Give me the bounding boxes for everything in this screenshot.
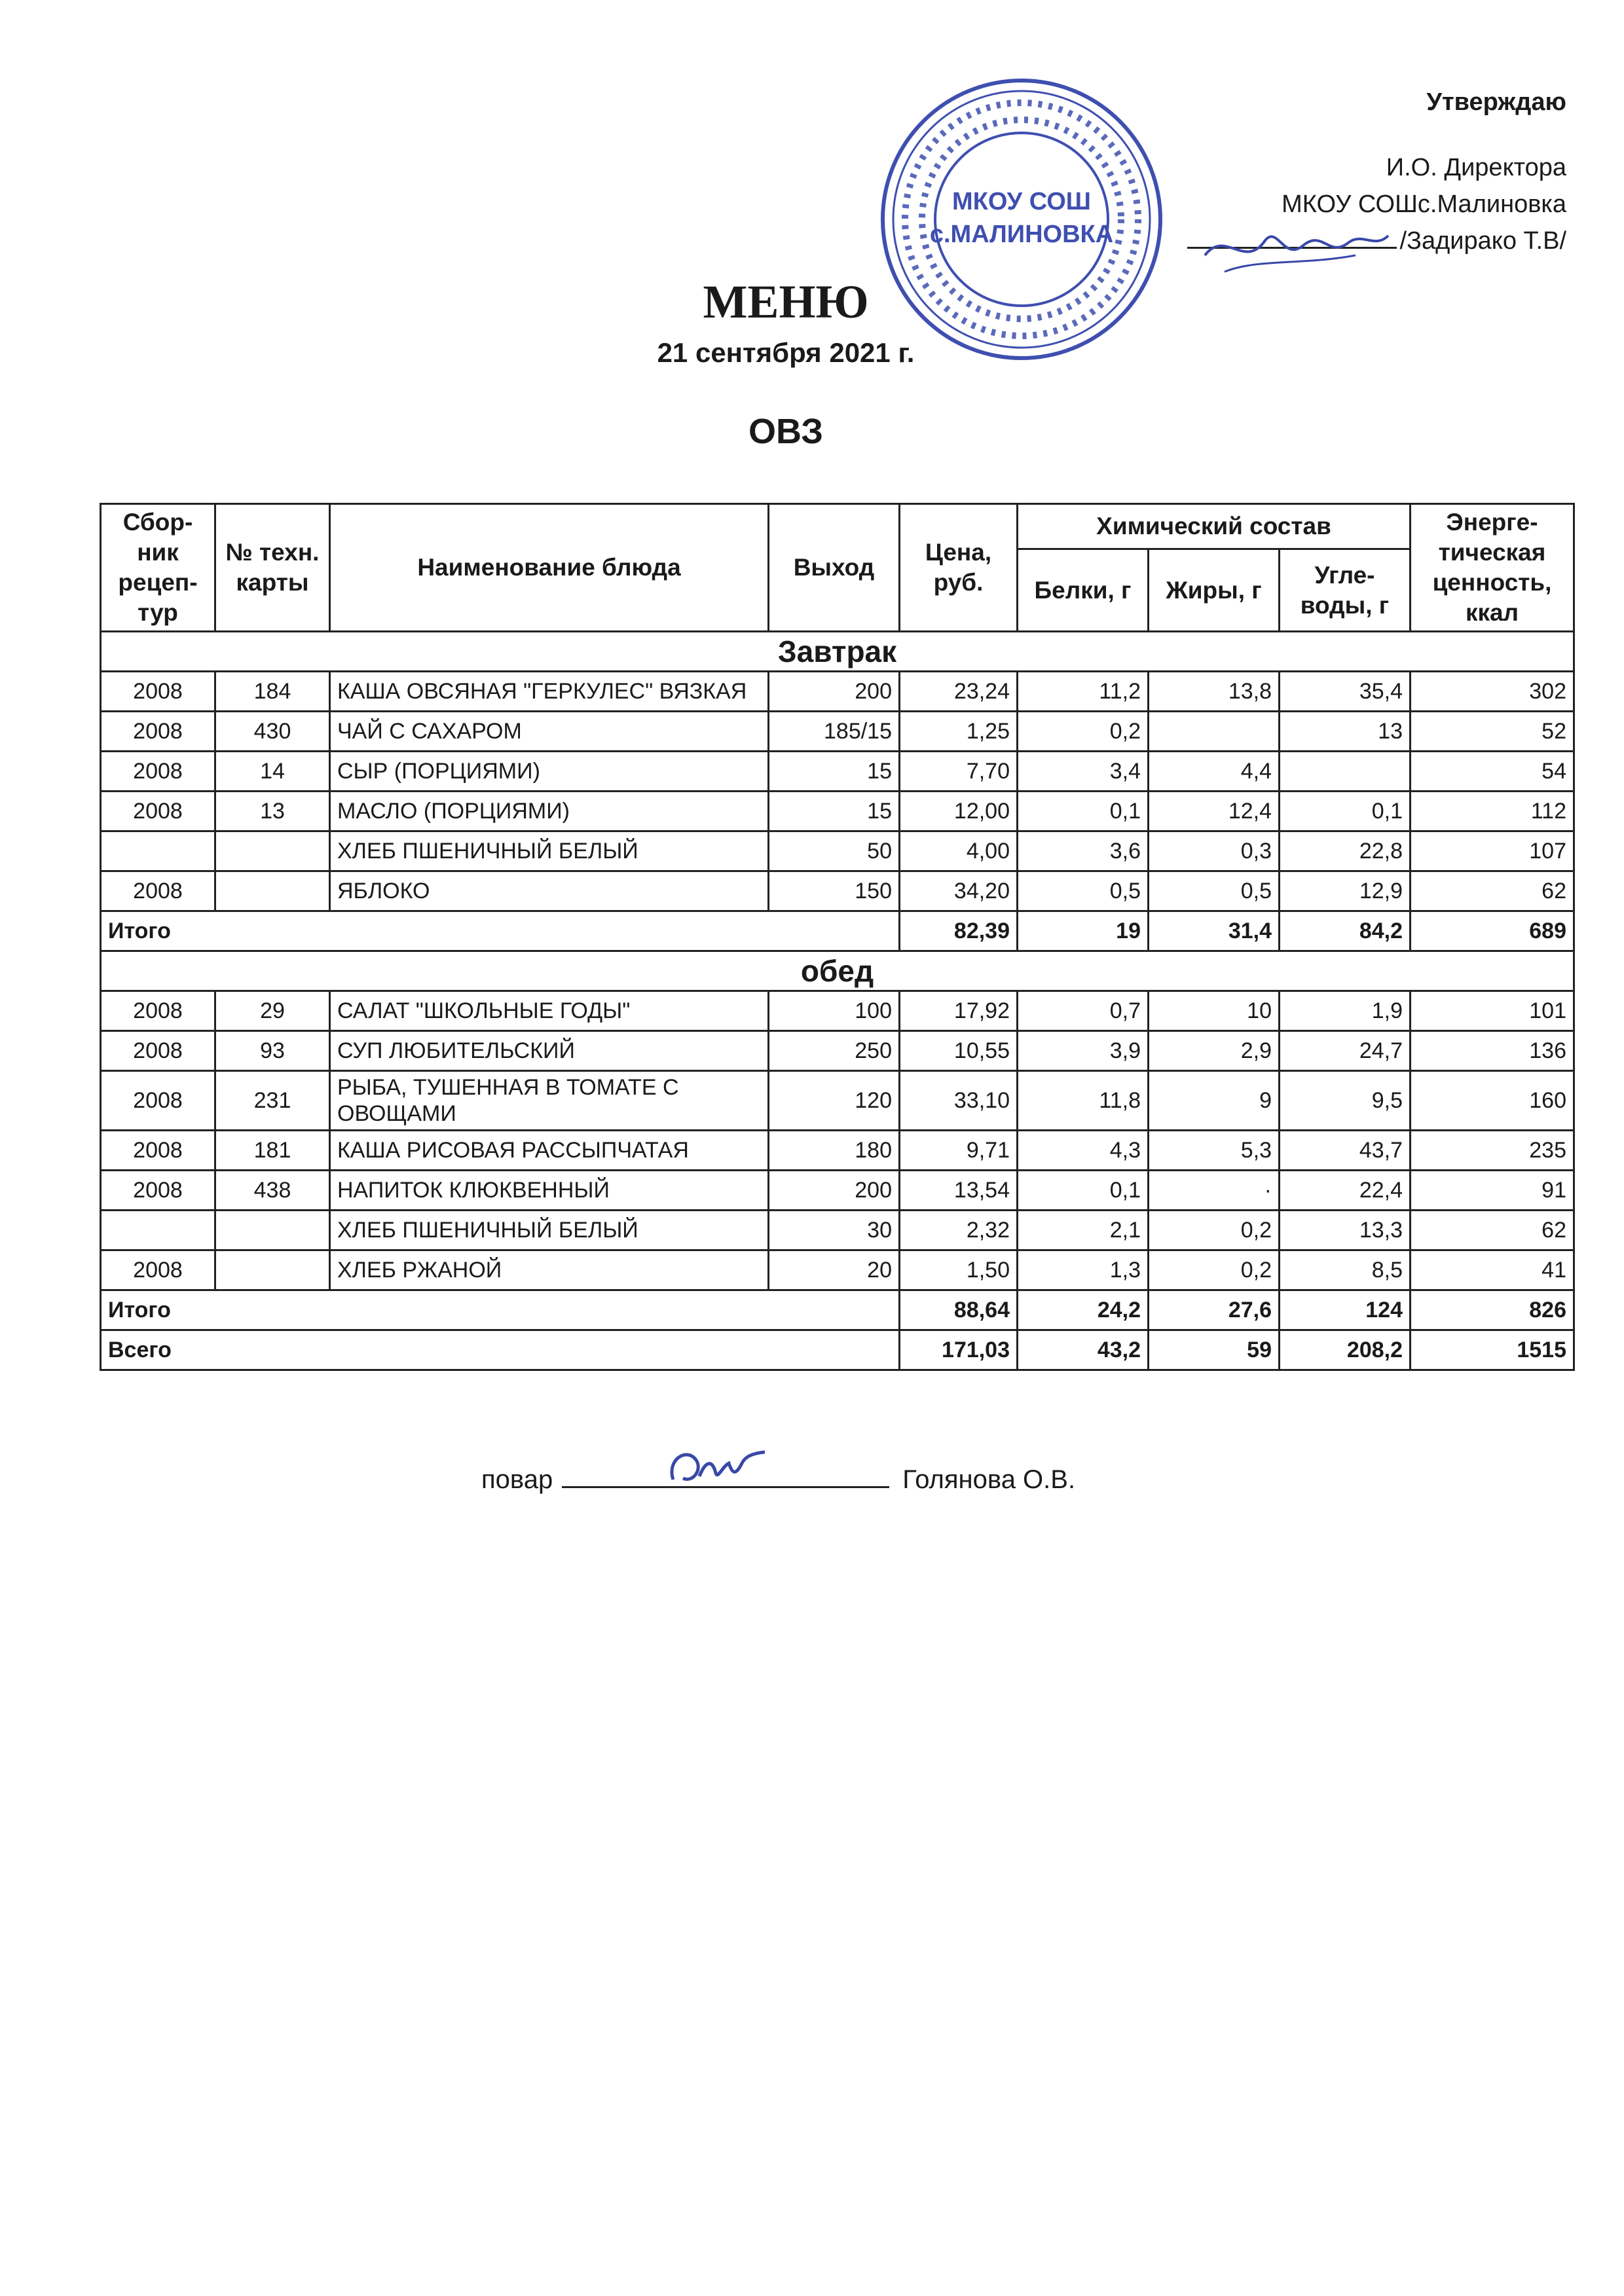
cell-energy: 101 bbox=[1411, 991, 1574, 1031]
cook-label: повар bbox=[481, 1465, 553, 1494]
table-row bbox=[101, 792, 1574, 831]
cell-fat: 5,3 bbox=[1149, 1131, 1280, 1171]
cell-yield: 180 bbox=[769, 1131, 900, 1171]
cell-price: 4,00 bbox=[900, 831, 1018, 871]
cell-dish: САЛАТ "ШКОЛЬНЫЕ ГОДЫ" bbox=[330, 991, 769, 1031]
cell-collection: 2008 bbox=[101, 792, 215, 831]
header-price: Цена, руб. bbox=[900, 504, 1018, 632]
cell-card: 13 bbox=[215, 792, 330, 831]
cell-card: 184 bbox=[215, 672, 330, 712]
cell-dish: НАПИТОК КЛЮКВЕННЫЙ bbox=[330, 1171, 769, 1211]
stamp-line1: МКОУ СОШ bbox=[952, 188, 1091, 215]
approval-org: МКОУ СОШс.Малиновка bbox=[1282, 191, 1566, 218]
total-energy: 689 bbox=[1411, 911, 1574, 951]
cell-energy: 235 bbox=[1411, 1131, 1574, 1171]
total-label: Итого bbox=[101, 911, 900, 951]
cell-dish: КАША РИСОВАЯ РАССЫПЧАТАЯ bbox=[330, 1131, 769, 1171]
header-protein: Белки, г bbox=[1018, 549, 1149, 632]
menu-date: 21 сентября 2021 г. bbox=[657, 337, 915, 368]
header-card: № техн. карты bbox=[215, 504, 330, 632]
cell-card: 231 bbox=[215, 1071, 330, 1131]
cell-dish: ХЛЕБ РЖАНОЙ bbox=[330, 1250, 769, 1290]
total-protein: 43,2 bbox=[1018, 1330, 1149, 1370]
cell-energy: 136 bbox=[1411, 1031, 1574, 1071]
header-fat: Жиры, г bbox=[1149, 549, 1280, 632]
cell-dish: СУП ЛЮБИТЕЛЬСКИЙ bbox=[330, 1031, 769, 1071]
cook-signature bbox=[660, 1440, 791, 1493]
page-title: МЕНЮ bbox=[703, 276, 869, 328]
table-body bbox=[101, 632, 1574, 1370]
cell-yield: 200 bbox=[769, 672, 900, 712]
cell-yield: 185/15 bbox=[769, 712, 900, 752]
cell-yield: 15 bbox=[769, 792, 900, 831]
cell-dish: КАША ОВСЯНАЯ "ГЕРКУЛЕС" ВЯЗКАЯ bbox=[330, 672, 769, 712]
total-label: Всего bbox=[101, 1330, 900, 1370]
cell-energy: 160 bbox=[1411, 1071, 1574, 1131]
cell-collection bbox=[101, 1211, 215, 1250]
cell-protein: 11,2 bbox=[1018, 672, 1149, 712]
cell-protein: 0,1 bbox=[1018, 792, 1149, 831]
cell-carbs: 22,4 bbox=[1280, 1171, 1411, 1211]
menu-group: ОВЗ bbox=[748, 412, 824, 451]
total-price: 171,03 bbox=[900, 1330, 1018, 1370]
cell-dish: ЯБЛОКО bbox=[330, 871, 769, 911]
cell-protein: 0,1 bbox=[1018, 1171, 1149, 1211]
total-carbs: 208,2 bbox=[1280, 1330, 1411, 1370]
cell-fat: 2,9 bbox=[1149, 1031, 1280, 1071]
stamp-line2: с.МАЛИНОВКА bbox=[929, 221, 1114, 248]
header-chem: Химический состав bbox=[1018, 504, 1411, 549]
cell-fat: · bbox=[1149, 1171, 1280, 1211]
total-protein: 19 bbox=[1018, 911, 1149, 951]
cell-yield: 30 bbox=[769, 1211, 900, 1250]
cell-card: 14 bbox=[215, 752, 330, 792]
cell-carbs: 1,9 bbox=[1280, 991, 1411, 1031]
cell-price: 23,24 bbox=[900, 672, 1018, 712]
cell-price: 9,71 bbox=[900, 1131, 1018, 1171]
cell-card bbox=[215, 831, 330, 871]
cell-energy: 112 bbox=[1411, 792, 1574, 831]
cell-fat: 4,4 bbox=[1149, 752, 1280, 792]
cell-carbs: 8,5 bbox=[1280, 1250, 1411, 1290]
cell-energy: 107 bbox=[1411, 831, 1574, 871]
cell-fat: 13,8 bbox=[1149, 672, 1280, 712]
cell-protein: 0,5 bbox=[1018, 871, 1149, 911]
grand-total-row bbox=[101, 1330, 1574, 1370]
table-row bbox=[101, 1171, 1574, 1211]
table-row bbox=[101, 712, 1574, 752]
cell-fat: 0,5 bbox=[1149, 871, 1280, 911]
cell-carbs: 12,9 bbox=[1280, 871, 1411, 911]
total-fat: 59 bbox=[1149, 1330, 1280, 1370]
approval-title: Утверждаю bbox=[1426, 88, 1566, 116]
cell-fat: 9 bbox=[1149, 1071, 1280, 1131]
cook-signature-line bbox=[562, 1460, 889, 1488]
total-carbs: 84,2 bbox=[1280, 911, 1411, 951]
total-fat: 31,4 bbox=[1149, 911, 1280, 951]
cell-price: 2,32 bbox=[900, 1211, 1018, 1250]
cell-collection bbox=[101, 831, 215, 871]
total-label: Итого bbox=[101, 1290, 900, 1330]
cell-fat: 10 bbox=[1149, 991, 1280, 1031]
cell-protein: 3,4 bbox=[1018, 752, 1149, 792]
table-row bbox=[101, 1031, 1574, 1071]
cell-card bbox=[215, 871, 330, 911]
cell-carbs: 13,3 bbox=[1280, 1211, 1411, 1250]
cell-card: 93 bbox=[215, 1031, 330, 1071]
cell-protein: 4,3 bbox=[1018, 1131, 1149, 1171]
cell-collection: 2008 bbox=[101, 1171, 215, 1211]
cell-card bbox=[215, 1250, 330, 1290]
cell-protein: 3,6 bbox=[1018, 831, 1149, 871]
cell-protein: 0,2 bbox=[1018, 712, 1149, 752]
cell-carbs: 35,4 bbox=[1280, 672, 1411, 712]
cell-price: 10,55 bbox=[900, 1031, 1018, 1071]
cell-collection: 2008 bbox=[101, 991, 215, 1031]
menu-table bbox=[100, 503, 1575, 1371]
approval-name: /Задирако Т.В/ bbox=[1399, 227, 1566, 255]
section-title: обед bbox=[101, 951, 1574, 991]
cell-dish: ХЛЕБ ПШЕНИЧНЫЙ БЕЛЫЙ bbox=[330, 831, 769, 871]
cell-energy: 91 bbox=[1411, 1171, 1574, 1211]
cell-card: 430 bbox=[215, 712, 330, 752]
section-header-row bbox=[101, 632, 1574, 672]
cell-yield: 15 bbox=[769, 752, 900, 792]
cell-dish: МАСЛО (ПОРЦИЯМИ) bbox=[330, 792, 769, 831]
cook-signature-block bbox=[481, 1460, 1075, 1495]
cell-card: 29 bbox=[215, 991, 330, 1031]
cell-yield: 250 bbox=[769, 1031, 900, 1071]
table-row bbox=[101, 1131, 1574, 1171]
table-row bbox=[101, 672, 1574, 712]
cell-yield: 150 bbox=[769, 871, 900, 911]
cell-price: 1,50 bbox=[900, 1250, 1018, 1290]
cell-energy: 54 bbox=[1411, 752, 1574, 792]
cell-fat: 0,3 bbox=[1149, 831, 1280, 871]
cell-price: 33,10 bbox=[900, 1071, 1018, 1131]
cell-energy: 62 bbox=[1411, 871, 1574, 911]
cell-protein: 2,1 bbox=[1018, 1211, 1149, 1250]
cell-yield: 200 bbox=[769, 1171, 900, 1211]
cell-carbs: 22,8 bbox=[1280, 831, 1411, 871]
cell-collection: 2008 bbox=[101, 1250, 215, 1290]
cell-carbs: 9,5 bbox=[1280, 1071, 1411, 1131]
cell-energy: 62 bbox=[1411, 1211, 1574, 1250]
cell-price: 1,25 bbox=[900, 712, 1018, 752]
table-row bbox=[101, 752, 1574, 792]
section-header-row bbox=[101, 951, 1574, 991]
table-header bbox=[101, 504, 1574, 632]
total-carbs: 124 bbox=[1280, 1290, 1411, 1330]
table-row bbox=[101, 831, 1574, 871]
table-row bbox=[101, 871, 1574, 911]
cell-price: 34,20 bbox=[900, 871, 1018, 911]
section-title: Завтрак bbox=[101, 632, 1574, 672]
cell-fat: 0,2 bbox=[1149, 1211, 1280, 1250]
total-price: 82,39 bbox=[900, 911, 1018, 951]
cell-fat bbox=[1149, 712, 1280, 752]
cell-fat: 0,2 bbox=[1149, 1250, 1280, 1290]
total-fat: 27,6 bbox=[1149, 1290, 1280, 1330]
cell-dish: ХЛЕБ ПШЕНИЧНЫЙ БЕЛЫЙ bbox=[330, 1211, 769, 1250]
cell-dish: ЧАЙ С САХАРОМ bbox=[330, 712, 769, 752]
cell-energy: 52 bbox=[1411, 712, 1574, 752]
cell-energy: 41 bbox=[1411, 1250, 1574, 1290]
table-row bbox=[101, 1071, 1574, 1131]
cell-collection: 2008 bbox=[101, 752, 215, 792]
cell-price: 12,00 bbox=[900, 792, 1018, 831]
cell-yield: 20 bbox=[769, 1250, 900, 1290]
header-energy: Энерге-тическая ценность, ккал bbox=[1411, 504, 1574, 632]
header-dish: Наименование блюда bbox=[330, 504, 769, 632]
cell-collection: 2008 bbox=[101, 1131, 215, 1171]
total-protein: 24,2 bbox=[1018, 1290, 1149, 1330]
cell-carbs bbox=[1280, 752, 1411, 792]
cell-yield: 100 bbox=[769, 991, 900, 1031]
cell-yield: 120 bbox=[769, 1071, 900, 1131]
table-row bbox=[101, 1211, 1574, 1250]
approval-position: И.О. Директора bbox=[1386, 154, 1566, 181]
total-energy: 826 bbox=[1411, 1290, 1574, 1330]
cell-protein: 1,3 bbox=[1018, 1250, 1149, 1290]
cell-protein: 3,9 bbox=[1018, 1031, 1149, 1071]
cell-fat: 12,4 bbox=[1149, 792, 1280, 831]
cell-yield: 50 bbox=[769, 831, 900, 871]
cell-dish: СЫР (ПОРЦИЯМИ) bbox=[330, 752, 769, 792]
cell-collection: 2008 bbox=[101, 1071, 215, 1131]
cell-price: 13,54 bbox=[900, 1171, 1018, 1211]
header-yield: Выход bbox=[769, 504, 900, 632]
cell-collection: 2008 bbox=[101, 871, 215, 911]
cell-price: 17,92 bbox=[900, 991, 1018, 1031]
total-price: 88,64 bbox=[900, 1290, 1018, 1330]
cell-card: 438 bbox=[215, 1171, 330, 1211]
header-collection: Сбор-ник рецеп-тур bbox=[101, 504, 215, 632]
cell-carbs: 43,7 bbox=[1280, 1131, 1411, 1171]
cell-energy: 302 bbox=[1411, 672, 1574, 712]
total-row bbox=[101, 911, 1574, 951]
cell-price: 7,70 bbox=[900, 752, 1018, 792]
cook-name: Голянова О.В. bbox=[902, 1465, 1076, 1494]
cell-carbs: 0,1 bbox=[1280, 792, 1411, 831]
table-row bbox=[101, 991, 1574, 1031]
cell-carbs: 24,7 bbox=[1280, 1031, 1411, 1071]
cell-protein: 11,8 bbox=[1018, 1071, 1149, 1131]
cell-collection: 2008 bbox=[101, 672, 215, 712]
cell-carbs: 13 bbox=[1280, 712, 1411, 752]
cell-dish: РЫБА, ТУШЕННАЯ В ТОМАТЕ С ОВОЩАМИ bbox=[330, 1071, 769, 1131]
cell-collection: 2008 bbox=[101, 712, 215, 752]
cell-collection: 2008 bbox=[101, 1031, 215, 1071]
cell-card: 181 bbox=[215, 1131, 330, 1171]
cell-protein: 0,7 bbox=[1018, 991, 1149, 1031]
table-row bbox=[101, 1250, 1574, 1290]
header-carbs: Угле-воды, г bbox=[1280, 549, 1411, 632]
total-row bbox=[101, 1290, 1574, 1330]
total-energy: 1515 bbox=[1411, 1330, 1574, 1370]
cell-card bbox=[215, 1211, 330, 1250]
